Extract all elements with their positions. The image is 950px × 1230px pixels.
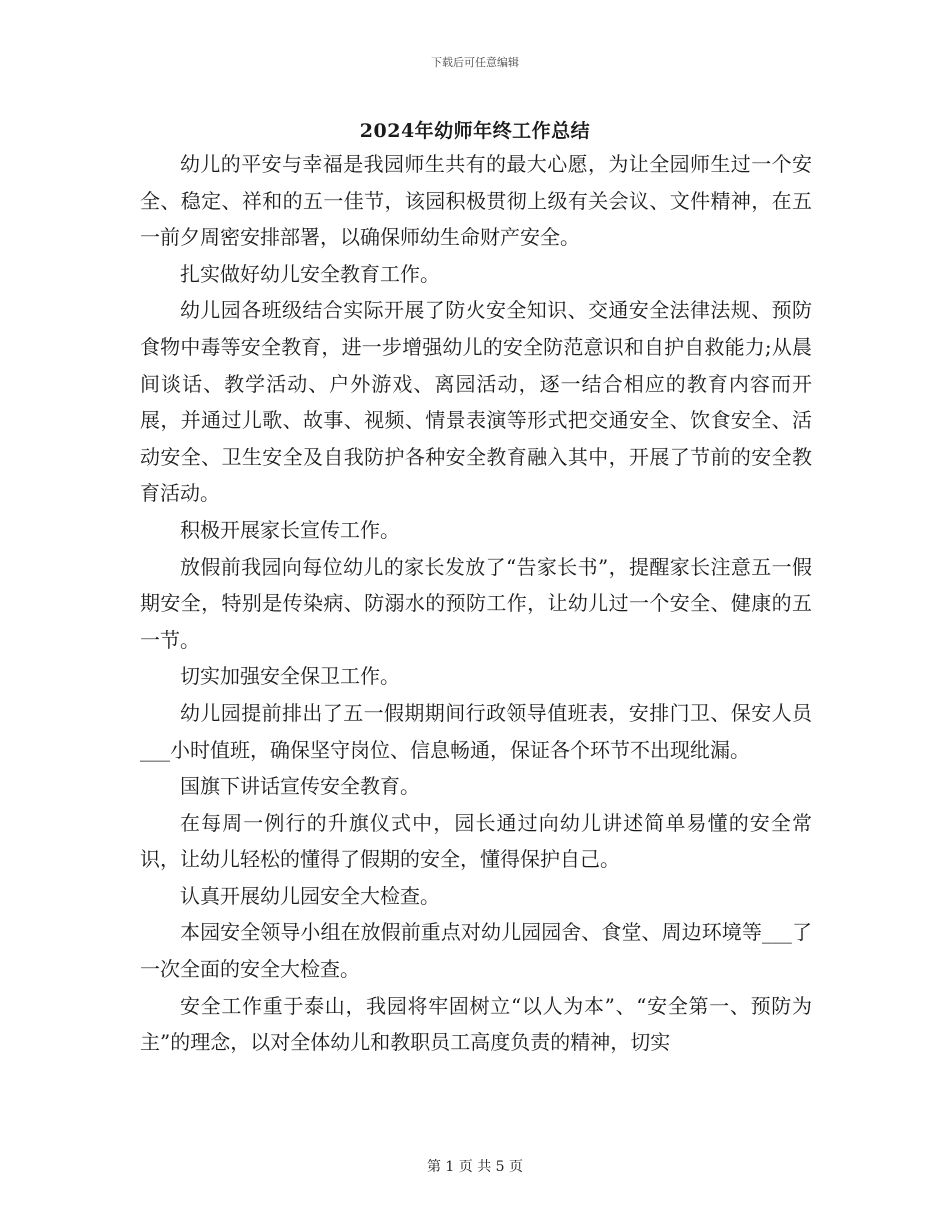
- section-heading: 积极开展家长宣传工作。: [180, 517, 400, 542]
- document-body: [140, 146, 812, 1061]
- page-footer-page-number: 第 1 页 共 5 页: [426, 1159, 524, 1175]
- paragraph: 幼儿园各班级结合实际开展了防火安全知识、交通安全法律法规、预防食物中毒等安全教育，进一步增强幼儿的安全防范意识和自护自救能力;从晨间谈话、教学活动、户外游戏、离园活动，逐一结合相应的教育内容而开展，并通过儿歌、故事、视频、情景表演等形式把交通安全、饮食安全、活动安全、卫生安全及自我防护各种安全教育融入其中，开展了节前的安全教育活动。: [140, 298, 812, 506]
- section-heading: 扎实做好幼儿安全教育工作。: [180, 261, 440, 286]
- paragraph: 放假前我园向每位幼儿的家长发放了“告家长书”，提醒家长注意五一假期安全，特别是传染病、防溺水的预防工作，让幼儿过一个安全、健康的五一节。: [140, 554, 812, 652]
- paragraph: 本园安全领导小组在放假前重点对幼儿园园舍、食堂、周边环境等___了一次全面的安全大检查。: [140, 920, 812, 982]
- document-title: 2024年幼师年终工作总结: [359, 120, 591, 142]
- paragraph: 安全工作重于泰山，我园将牢固树立“以人为本”、“安全第一、预防为主”的理念，以对全体幼儿和教职员工高度负责的精神，切实: [140, 993, 812, 1055]
- section-heading: 切实加强安全保卫工作。: [180, 664, 400, 689]
- paragraph: 幼儿的平安与幸福是我园师生共有的最大心愿，为让全园师生过一个安全、稳定、祥和的五一佳节，该园积极贯彻上级有关会议、文件精神，在五一前夕周密安排部署，以确保师幼生命财产安全。: [140, 152, 812, 250]
- page-header-note: 下载后可任意编辑: [431, 56, 519, 69]
- section-heading: 国旗下讲话宣传安全教育。: [180, 774, 420, 799]
- paragraph: 在每周一例行的升旗仪式中，园长通过向幼儿讲述简单易懂的安全常识，让幼儿轻松的懂得了假期的安全，懂得保护自己。: [140, 810, 812, 872]
- paragraph: 幼儿园提前排出了五一假期期间行政领导值班表，安排门卫、保安人员___小时值班，确保坚守岗位、信息畅通，保证各个环节不出现纰漏。: [140, 700, 812, 762]
- section-heading: 认真开展幼儿园安全大检查。: [180, 883, 440, 908]
